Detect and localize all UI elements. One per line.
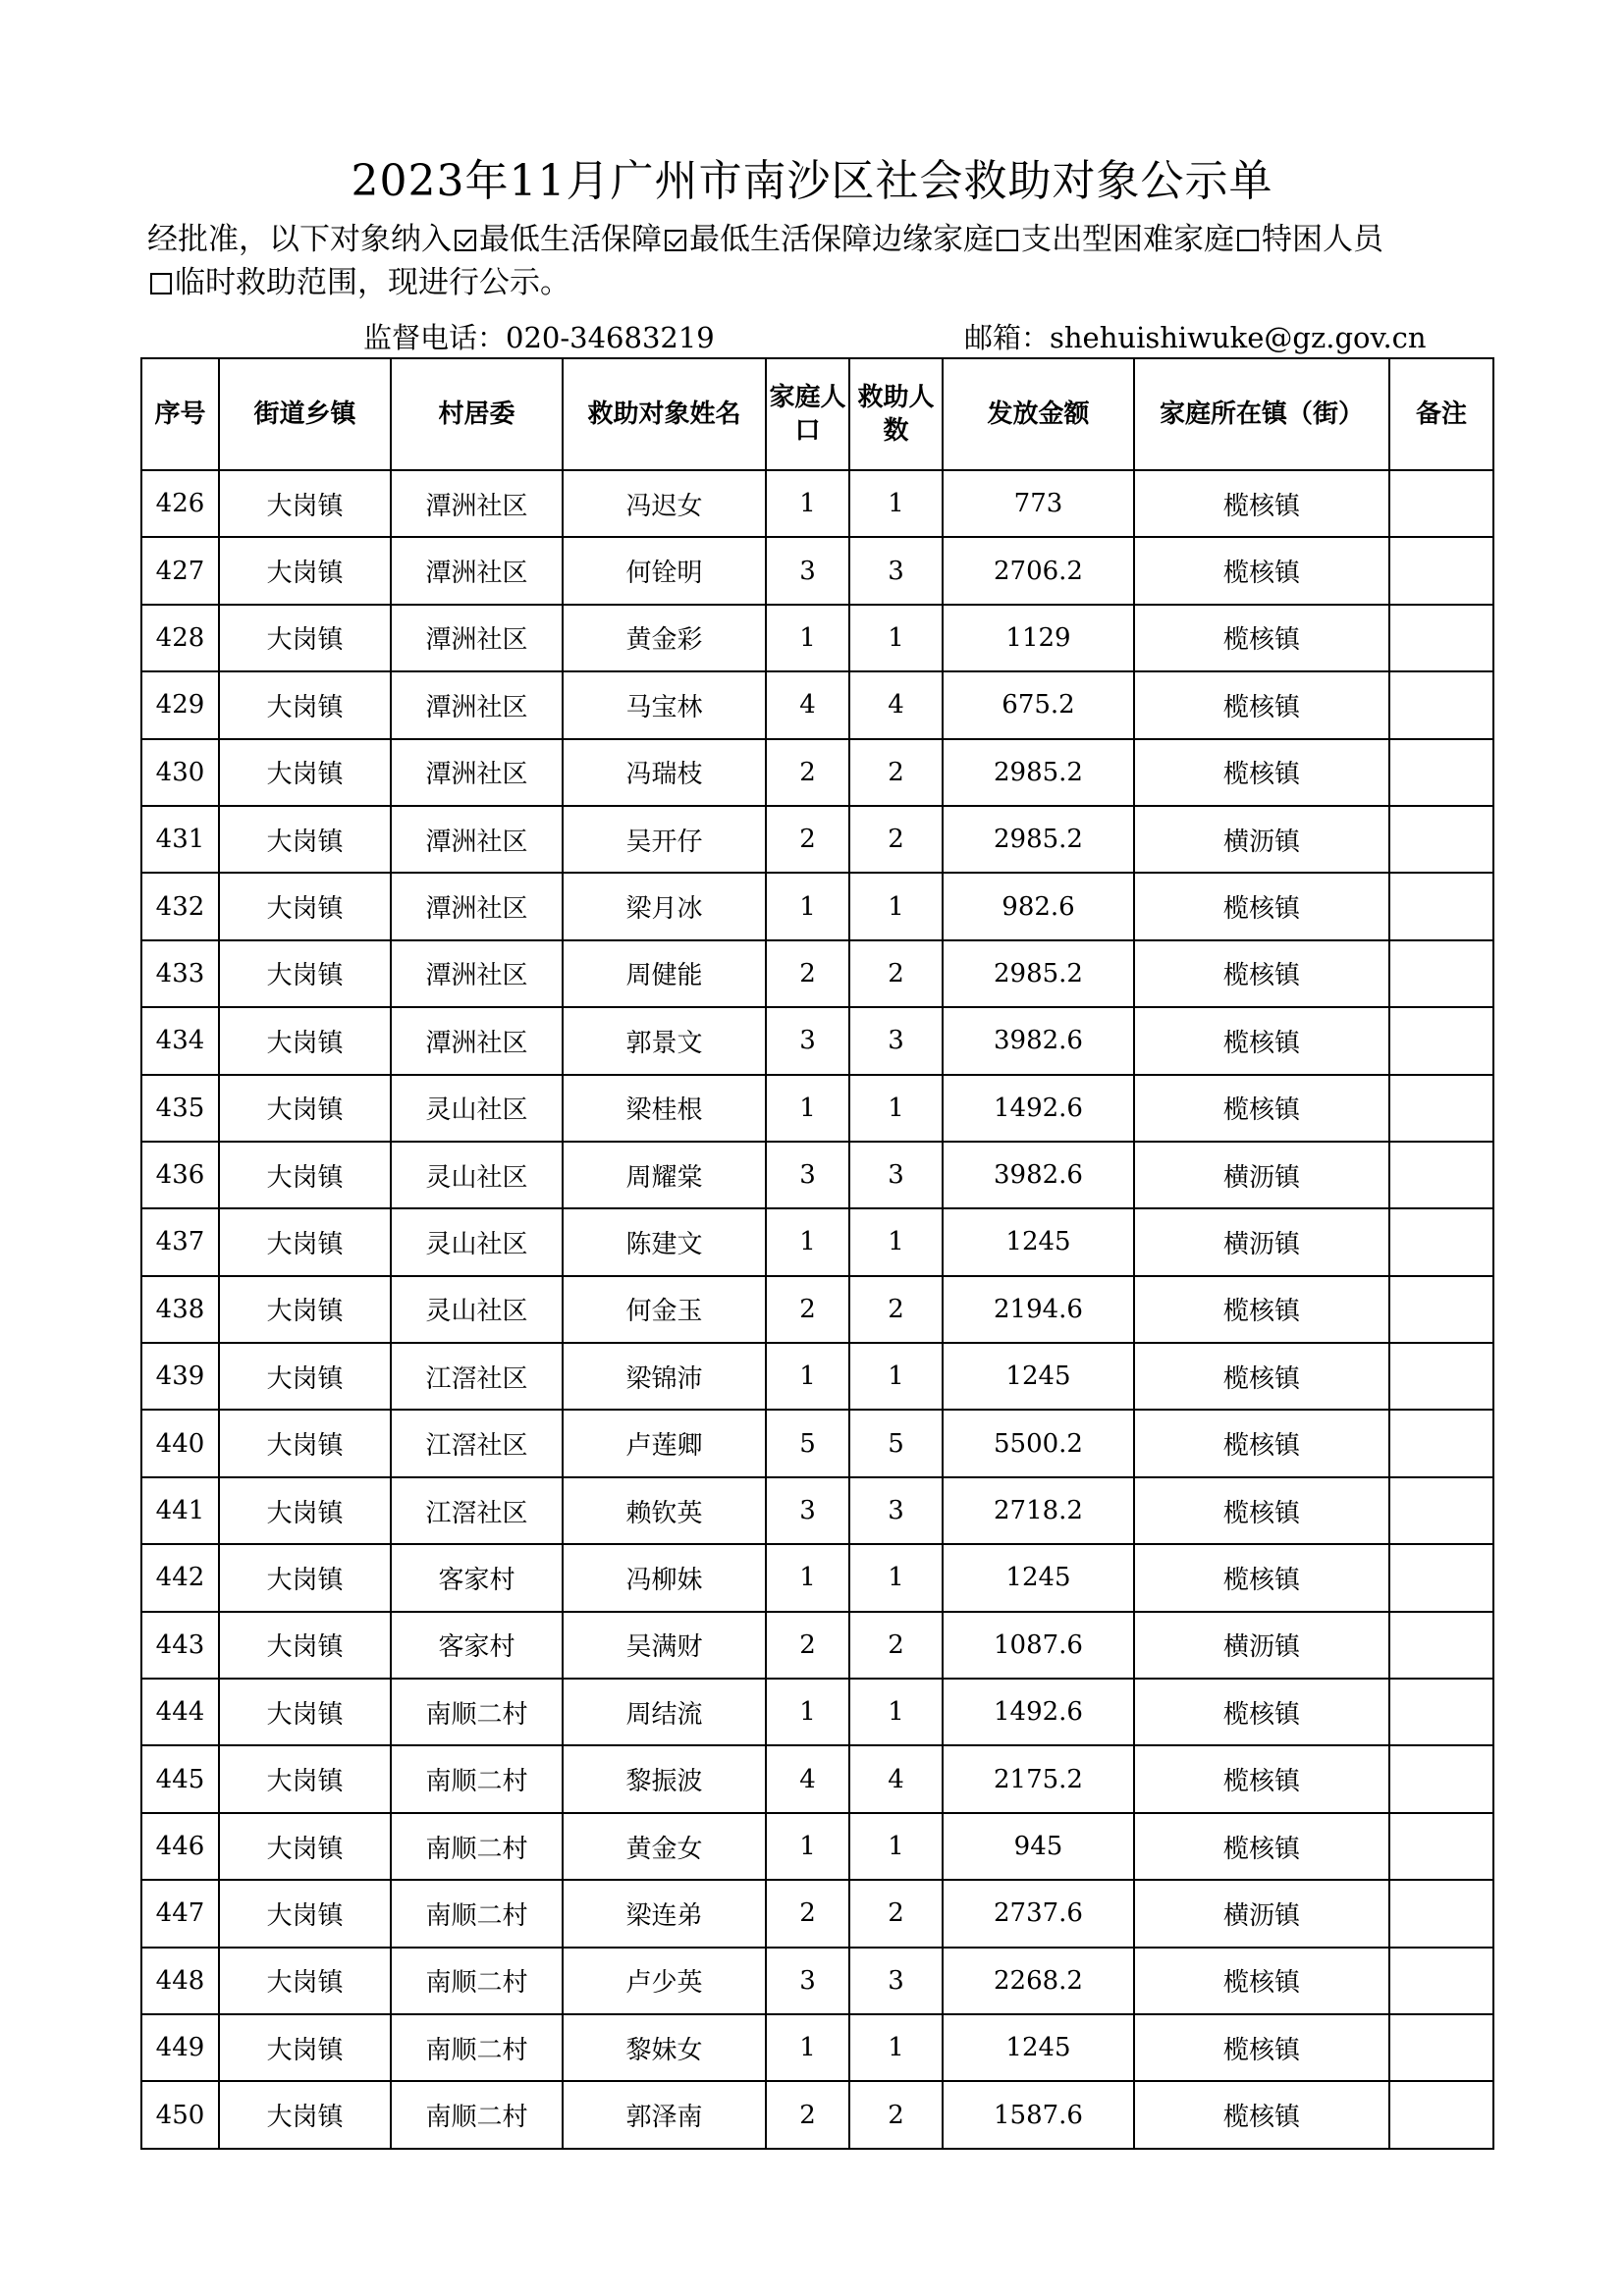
cell-index: 443 [141,1612,219,1679]
cell-remarks [1389,1544,1493,1611]
cell-assisted-count: 1 [849,2014,943,2081]
cell-village-committee: 江滘社区 [391,1477,563,1544]
cell-household-size: 2 [766,2081,849,2148]
table-row [141,1276,1493,1343]
cell-household-town: 榄核镇 [1134,1544,1389,1611]
cell-index: 439 [141,1343,219,1410]
table-row [141,537,1493,604]
table-row [141,739,1493,806]
cell-village-committee: 客家村 [391,1612,563,1679]
cell-street-town: 大岗镇 [219,1477,391,1544]
table-row [141,605,1493,671]
table-row [141,806,1493,873]
checkbox-option-3 [997,230,1018,251]
intro-prefix: 经批准，以下对象纳入 [147,222,452,257]
header-remarks: 备注 [1389,358,1493,470]
cell-remarks [1389,537,1493,604]
cell-amount: 1087.6 [943,1612,1134,1679]
cell-village-committee: 灵山社区 [391,1142,563,1208]
cell-assisted-count: 1 [849,605,943,671]
cell-street-town: 大岗镇 [219,1679,391,1745]
cell-household-size: 3 [766,1477,849,1544]
cell-street-town: 大岗镇 [219,1142,391,1208]
table-row [141,1007,1493,1074]
cell-household-town: 榄核镇 [1134,1343,1389,1410]
cell-remarks [1389,739,1493,806]
cell-amount: 773 [943,470,1134,537]
cell-remarks [1389,940,1493,1007]
cell-assisted-count: 3 [849,1007,943,1074]
cell-amount: 1245 [943,1343,1134,1410]
cell-index: 435 [141,1075,219,1142]
cell-index: 428 [141,605,219,671]
cell-household-town: 横沥镇 [1134,1142,1389,1208]
cell-index: 436 [141,1142,219,1208]
cell-assisted-count: 1 [849,873,943,939]
cell-street-town: 大岗镇 [219,1410,391,1476]
cell-assisted-count: 2 [849,806,943,873]
cell-index: 430 [141,739,219,806]
cell-street-town: 大岗镇 [219,1208,391,1275]
cell-remarks [1389,1612,1493,1679]
cell-street-town: 大岗镇 [219,2081,391,2148]
cell-household-town: 榄核镇 [1134,1007,1389,1074]
cell-recipient-name: 何金玉 [563,1276,766,1343]
cell-household-size: 1 [766,1075,849,1142]
cell-village-committee: 南顺二村 [391,1813,563,1880]
cell-remarks [1389,1007,1493,1074]
cell-amount: 2985.2 [943,739,1134,806]
cell-household-town: 横沥镇 [1134,1880,1389,1947]
cell-recipient-name: 陈建文 [563,1208,766,1275]
cell-household-town: 横沥镇 [1134,1208,1389,1275]
cell-recipient-name: 冯迟女 [563,470,766,537]
table-row [141,1142,1493,1208]
cell-index: 437 [141,1208,219,1275]
cell-remarks [1389,806,1493,873]
cell-village-committee: 江滘社区 [391,1410,563,1476]
cell-household-town: 榄核镇 [1134,1075,1389,1142]
cell-amount: 1129 [943,605,1134,671]
cell-index: 449 [141,2014,219,2081]
cell-index: 442 [141,1544,219,1611]
cell-amount: 1587.6 [943,2081,1134,2148]
cell-household-size: 2 [766,806,849,873]
cell-assisted-count: 2 [849,1612,943,1679]
cell-household-town: 榄核镇 [1134,1679,1389,1745]
cell-household-town: 榄核镇 [1134,671,1389,738]
assistance-table [140,357,1494,2150]
cell-index: 431 [141,806,219,873]
cell-amount: 3982.6 [943,1142,1134,1208]
cell-household-size: 3 [766,1007,849,1074]
cell-index: 446 [141,1813,219,1880]
cell-household-size: 2 [766,1612,849,1679]
table-row [141,1745,1493,1812]
table-row [141,1544,1493,1611]
cell-street-town: 大岗镇 [219,1880,391,1947]
cell-amount: 1245 [943,1544,1134,1611]
cell-amount: 1492.6 [943,1075,1134,1142]
option-label-1: 最低生活保障 [479,222,662,257]
table-row [141,1612,1493,1679]
cell-index: 448 [141,1948,219,2014]
cell-recipient-name: 冯瑞枝 [563,739,766,806]
cell-street-town: 大岗镇 [219,1948,391,2014]
cell-recipient-name: 赖钦英 [563,1477,766,1544]
cell-assisted-count: 1 [849,470,943,537]
cell-amount: 1245 [943,2014,1134,2081]
cell-remarks [1389,1208,1493,1275]
table-row [141,671,1493,738]
header-recipient-name: 救助对象姓名 [563,358,766,470]
checkbox-option-1 [455,230,476,251]
cell-index: 433 [141,940,219,1007]
cell-household-town: 榄核镇 [1134,940,1389,1007]
cell-remarks [1389,1880,1493,1947]
contact-line [0,316,1624,359]
cell-amount: 2737.6 [943,1880,1134,1947]
cell-assisted-count: 3 [849,1142,943,1208]
cell-village-committee: 南顺二村 [391,2081,563,2148]
cell-household-size: 3 [766,537,849,604]
cell-village-committee: 南顺二村 [391,1745,563,1812]
header-household-town: 家庭所在镇（街） [1134,358,1389,470]
table-row [141,1075,1493,1142]
cell-household-size: 1 [766,605,849,671]
cell-amount: 5500.2 [943,1410,1134,1476]
cell-recipient-name: 周健能 [563,940,766,1007]
cell-amount: 2718.2 [943,1477,1134,1544]
cell-household-size: 4 [766,1745,849,1812]
cell-amount: 2175.2 [943,1745,1134,1812]
cell-amount: 2194.6 [943,1276,1134,1343]
cell-assisted-count: 1 [849,1075,943,1142]
cell-assisted-count: 3 [849,1948,943,2014]
cell-village-committee: 潭洲社区 [391,873,563,939]
cell-recipient-name: 黄金彩 [563,605,766,671]
cell-recipient-name: 卢莲卿 [563,1410,766,1476]
cell-assisted-count: 3 [849,537,943,604]
cell-remarks [1389,1948,1493,2014]
option-label-3: 支出型困难家庭 [1021,222,1234,257]
cell-household-town: 榄核镇 [1134,470,1389,537]
cell-street-town: 大岗镇 [219,739,391,806]
cell-household-town: 榄核镇 [1134,537,1389,604]
cell-household-town: 榄核镇 [1134,739,1389,806]
cell-household-size: 1 [766,1544,849,1611]
cell-remarks [1389,605,1493,671]
supervision-phone: 监督电话：020-34683219 [363,321,715,354]
cell-village-committee: 潭洲社区 [391,806,563,873]
cell-household-size: 5 [766,1410,849,1476]
table-row [141,1813,1493,1880]
cell-amount: 2706.2 [943,537,1134,604]
cell-remarks [1389,1075,1493,1142]
cell-amount: 2985.2 [943,940,1134,1007]
cell-recipient-name: 周耀棠 [563,1142,766,1208]
cell-index: 427 [141,537,219,604]
header-street-town: 街道乡镇 [219,358,391,470]
intro-paragraph [147,218,1502,304]
cell-household-town: 榄核镇 [1134,1813,1389,1880]
cell-household-size: 1 [766,1208,849,1275]
cell-recipient-name: 黎妹女 [563,2014,766,2081]
cell-recipient-name: 吴满财 [563,1612,766,1679]
cell-household-size: 1 [766,1679,849,1745]
cell-index: 444 [141,1679,219,1745]
cell-village-committee: 潭洲社区 [391,671,563,738]
cell-village-committee: 南顺二村 [391,1679,563,1745]
cell-remarks [1389,1276,1493,1343]
cell-assisted-count: 1 [849,1343,943,1410]
cell-household-town: 榄核镇 [1134,1948,1389,2014]
cell-assisted-count: 2 [849,1276,943,1343]
header-household-size: 家庭人口 [766,358,849,470]
cell-village-committee: 潭洲社区 [391,470,563,537]
header-village-committee: 村居委 [391,358,563,470]
option-label-2: 最低生活保障边缘家庭 [689,222,994,257]
cell-household-size: 3 [766,1948,849,2014]
table-header-row [141,358,1493,470]
cell-street-town: 大岗镇 [219,1813,391,1880]
cell-recipient-name: 卢少英 [563,1948,766,2014]
table-row [141,1948,1493,2014]
cell-index: 441 [141,1477,219,1544]
cell-recipient-name: 梁桂根 [563,1075,766,1142]
header-assisted-count: 救助人数 [849,358,943,470]
cell-street-town: 大岗镇 [219,671,391,738]
cell-index: 438 [141,1276,219,1343]
cell-index: 445 [141,1745,219,1812]
cell-recipient-name: 梁连弟 [563,1880,766,1947]
cell-household-size: 1 [766,1813,849,1880]
cell-street-town: 大岗镇 [219,1075,391,1142]
cell-village-committee: 潭洲社区 [391,537,563,604]
cell-amount: 982.6 [943,873,1134,939]
cell-recipient-name: 梁锦沛 [563,1343,766,1410]
cell-street-town: 大岗镇 [219,537,391,604]
cell-assisted-count: 1 [849,1544,943,1611]
cell-remarks [1389,671,1493,738]
cell-village-committee: 潭洲社区 [391,605,563,671]
cell-assisted-count: 1 [849,1813,943,1880]
cell-household-size: 1 [766,470,849,537]
cell-remarks [1389,1477,1493,1544]
cell-index: 440 [141,1410,219,1476]
cell-household-size: 1 [766,2014,849,2081]
option-label-4: 特困人员 [1262,222,1383,257]
cell-recipient-name: 吴开仔 [563,806,766,873]
cell-village-committee: 南顺二村 [391,2014,563,2081]
cell-household-size: 4 [766,671,849,738]
table-row [141,1208,1493,1275]
cell-household-town: 榄核镇 [1134,605,1389,671]
cell-village-committee: 江滘社区 [391,1343,563,1410]
cell-household-town: 榄核镇 [1134,1276,1389,1343]
cell-remarks [1389,1745,1493,1812]
cell-remarks [1389,873,1493,939]
cell-index: 429 [141,671,219,738]
header-amount: 发放金额 [943,358,1134,470]
cell-recipient-name: 周结流 [563,1679,766,1745]
contact-email: 邮箱：shehuishiwuke@gz.gov.cn [964,321,1427,354]
cell-street-town: 大岗镇 [219,1343,391,1410]
cell-assisted-count: 2 [849,739,943,806]
cell-recipient-name: 黎振波 [563,1745,766,1812]
cell-index: 432 [141,873,219,939]
cell-household-size: 2 [766,1880,849,1947]
cell-recipient-name: 黄金女 [563,1813,766,1880]
cell-amount: 945 [943,1813,1134,1880]
table-row [141,2081,1493,2148]
cell-remarks [1389,1813,1493,1880]
cell-amount: 1492.6 [943,1679,1134,1745]
cell-household-size: 3 [766,1142,849,1208]
cell-village-committee: 潭洲社区 [391,739,563,806]
cell-index: 447 [141,1880,219,1947]
cell-household-town: 横沥镇 [1134,1612,1389,1679]
cell-street-town: 大岗镇 [219,940,391,1007]
cell-amount: 1245 [943,1208,1134,1275]
cell-recipient-name: 郭景文 [563,1007,766,1074]
cell-index: 434 [141,1007,219,1074]
cell-amount: 2985.2 [943,806,1134,873]
cell-assisted-count: 4 [849,1745,943,1812]
option-label-5: 临时救助范围，现进行公示。 [175,265,570,300]
cell-street-town: 大岗镇 [219,1544,391,1611]
cell-assisted-count: 3 [849,1477,943,1544]
cell-remarks [1389,470,1493,537]
table-row [141,873,1493,939]
cell-household-size: 1 [766,873,849,939]
cell-village-committee: 南顺二村 [391,1948,563,2014]
cell-household-town: 榄核镇 [1134,873,1389,939]
cell-village-committee: 灵山社区 [391,1208,563,1275]
cell-street-town: 大岗镇 [219,1276,391,1343]
cell-household-town: 榄核镇 [1134,2014,1389,2081]
table-row [141,470,1493,537]
cell-street-town: 大岗镇 [219,1612,391,1679]
cell-amount: 2268.2 [943,1948,1134,2014]
cell-index: 426 [141,470,219,537]
cell-street-town: 大岗镇 [219,605,391,671]
cell-village-committee: 潭洲社区 [391,1007,563,1074]
cell-household-town: 榄核镇 [1134,1477,1389,1544]
cell-recipient-name: 马宝林 [563,671,766,738]
table-row [141,1343,1493,1410]
table-row [141,1410,1493,1476]
cell-assisted-count: 2 [849,940,943,1007]
cell-assisted-count: 2 [849,1880,943,1947]
cell-remarks [1389,1410,1493,1476]
cell-assisted-count: 1 [849,1208,943,1275]
table-row [141,940,1493,1007]
table-row [141,1880,1493,1947]
cell-recipient-name: 郭泽南 [563,2081,766,2148]
cell-assisted-count: 4 [849,671,943,738]
cell-assisted-count: 2 [849,2081,943,2148]
cell-recipient-name: 冯柳妹 [563,1544,766,1611]
cell-assisted-count: 1 [849,1679,943,1745]
cell-village-committee: 灵山社区 [391,1075,563,1142]
cell-index: 450 [141,2081,219,2148]
page-title: 2023年11月广州市南沙区社会救助对象公示单 [351,156,1273,206]
cell-remarks [1389,2081,1493,2148]
cell-household-town: 榄核镇 [1134,1410,1389,1476]
table-row [141,2014,1493,2081]
cell-household-town: 横沥镇 [1134,806,1389,873]
table-row [141,1679,1493,1745]
cell-recipient-name: 梁月冰 [563,873,766,939]
cell-remarks [1389,1343,1493,1410]
cell-street-town: 大岗镇 [219,2014,391,2081]
table-row [141,1477,1493,1544]
cell-street-town: 大岗镇 [219,1745,391,1812]
cell-household-size: 2 [766,1276,849,1343]
checkbox-option-5 [150,273,172,294]
cell-village-committee: 客家村 [391,1544,563,1611]
cell-remarks [1389,1679,1493,1745]
cell-assisted-count: 5 [849,1410,943,1476]
cell-street-town: 大岗镇 [219,806,391,873]
cell-village-committee: 灵山社区 [391,1276,563,1343]
checkbox-option-2 [665,230,686,251]
cell-street-town: 大岗镇 [219,1007,391,1074]
table-body [141,470,1493,2149]
cell-household-town: 榄核镇 [1134,2081,1389,2148]
header-index: 序号 [141,358,219,470]
cell-street-town: 大岗镇 [219,470,391,537]
cell-remarks [1389,1142,1493,1208]
cell-village-committee: 潭洲社区 [391,940,563,1007]
cell-household-town: 榄核镇 [1134,1745,1389,1812]
cell-amount: 675.2 [943,671,1134,738]
checkbox-option-4 [1237,230,1259,251]
cell-household-size: 1 [766,1343,849,1410]
cell-recipient-name: 何铨明 [563,537,766,604]
cell-remarks [1389,2014,1493,2081]
cell-household-size: 2 [766,940,849,1007]
cell-household-size: 2 [766,739,849,806]
cell-village-committee: 南顺二村 [391,1880,563,1947]
cell-amount: 3982.6 [943,1007,1134,1074]
cell-street-town: 大岗镇 [219,873,391,939]
